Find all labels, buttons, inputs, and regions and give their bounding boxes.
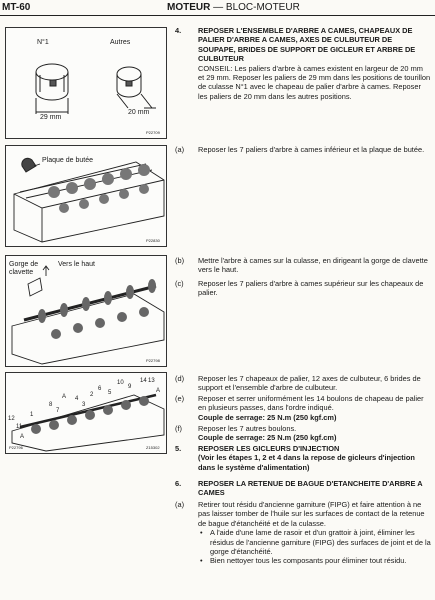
figure-code-right: Z15302 <box>146 445 160 450</box>
substep-text: Mettre l'arbre à cames sur la culasse, en dirigeant la gorge de clavette vers le haut. <box>198 256 428 275</box>
substep-text: Reposer les 7 paliers d'arbre à cames supérieur sur les chapeaux de palier. <box>198 279 424 298</box>
header-separator: — <box>213 2 224 13</box>
step-title: REPOSER LA RETENUE DE BAGUE D'ETANCHEITE D'ARBRE A CAMES <box>198 479 423 498</box>
torque-spec: Couple de serrage: 25 N.m (250 kgf.cm) <box>198 412 337 422</box>
page-header <box>0 0 435 18</box>
substep-text: Reposer et serrer uniformément les 14 boulons de chapeau de palier en plusieurs passes, dans l'ordre indiqué. <box>198 394 424 413</box>
step-number: 4. <box>175 26 182 35</box>
step-title: REPOSER L'ENSEMBLE D'ARBRE A CAMES, CHAPEAUX DE PALIER D'ARBRE A CAMES, AXES DE CULBUTEUR DE SOUPAPE, BRIDES DE SUPPORT DE GICLEUR ET ARBRE DE CULBUTEUR <box>198 26 416 64</box>
bolt-marker: A <box>62 394 67 400</box>
header-subsection: BLOC-MOTEUR <box>225 2 300 13</box>
step-number: 6. <box>175 479 182 488</box>
bolt-number: 8 <box>49 402 53 408</box>
bolt-number: 6 <box>98 386 102 392</box>
substep-label: (d) <box>175 374 185 383</box>
figure-camshaft-bearings <box>5 27 167 139</box>
bullet-item: • A l'aide d'une lame de rasoir et d'un grattoir à joint, éliminer les résidus de l'ancienne garniture (FIPG) des surfaces de joint et de la gorge d'étanchéité. <box>198 528 431 556</box>
bolt-marker: A <box>156 388 161 394</box>
page-number: MT-60 <box>2 2 31 13</box>
label-keyway-groove: Gorge de <box>9 261 39 268</box>
label-thrust-plate: Plaque de butée <box>42 157 93 164</box>
substep-label: (a) <box>175 500 185 509</box>
label-20mm: 20 mm <box>128 109 150 116</box>
header-section: MOTEUR <box>167 2 211 13</box>
header-title <box>167 2 300 13</box>
bolt-number: 4 <box>75 396 79 402</box>
bolt-number: 10 <box>117 380 124 386</box>
header-rule <box>0 15 435 16</box>
substep-label: (e) <box>175 394 185 403</box>
figure-camshaft-install <box>5 255 167 367</box>
bolt-number: 11 <box>16 424 23 430</box>
figure-tightening-order <box>5 372 167 454</box>
label-29mm: 29 mm <box>40 114 62 121</box>
substep-label: (b) <box>175 256 185 265</box>
bolt-number: 12 <box>8 416 15 422</box>
bearings-illustration <box>6 28 166 138</box>
substep-label: (f) <box>175 424 182 433</box>
bullet-item: • Bien nettoyer tous les composants pour éliminer tout résidu. <box>198 556 431 565</box>
substep-text: Retirer tout résidu d'ancienne garniture (FIPG) et faire attention à ne pas laisser tomber de l'huile sur les surfaces de contact de la retenue de bague d'étanchéité et de la culasse. <box>198 500 425 528</box>
bolt-number: 9 <box>128 384 132 390</box>
label-autres: Autres <box>110 39 131 46</box>
step-number: 5. <box>175 444 182 453</box>
torque-spec: Couple de serrage: 25 N.m (250 kgf.cm) <box>198 433 337 443</box>
bolt-number: 2 <box>90 392 94 398</box>
bolt-number: 7 <box>56 408 60 414</box>
substep-label: (a) <box>175 145 185 154</box>
figure-code: P22798 <box>146 358 160 363</box>
figure-code: P22709 <box>146 130 160 135</box>
bolt-marker: A <box>20 434 25 440</box>
label-n1: N°1 <box>37 39 49 46</box>
figure-code: P22830 <box>146 238 160 243</box>
label-upward: Vers le haut <box>58 261 95 268</box>
step-reference: (Voir les étapes 1, 2 et 4 dans la repose de gicleurs d'injection dans le système d'alimentation) <box>198 453 415 472</box>
label-keyway: clavette <box>9 269 34 276</box>
bolt-number: 3 <box>82 402 86 408</box>
bolt-number: 13 <box>148 378 155 384</box>
substep-label: (c) <box>175 279 184 288</box>
substep-text: Reposer les 7 paliers d'arbre à cames inférieur et la plaque de butée. <box>198 145 425 154</box>
bolt-number: 5 <box>108 390 112 396</box>
step-note: CONSEIL: Les paliers d'arbre à cames existent en largeur de 20 mm et 29 mm. Reposer les paliers de 29 mm dans les positions de tourillon de culasse N°1 avec le chapeau de palier d'arbre à cames. Reposer les paliers de 20 mm dans les autres positions. <box>198 63 431 101</box>
step-title: REPOSER LES GICLEURS D'INJECTION <box>198 444 340 453</box>
substep-text: Reposer les 7 chapeaux de palier, 12 axes de culbuteur, 6 brides de support et l'ensemble d'arbre de culbuteur. <box>198 374 421 393</box>
bolt-number: 14 <box>140 378 147 384</box>
bolt-number: 1 <box>30 412 34 418</box>
figure-thrust-plate <box>5 145 167 247</box>
figure-code-left: P22796 <box>9 445 23 450</box>
substep-text: Reposer les 7 autres boulons. <box>198 424 297 433</box>
